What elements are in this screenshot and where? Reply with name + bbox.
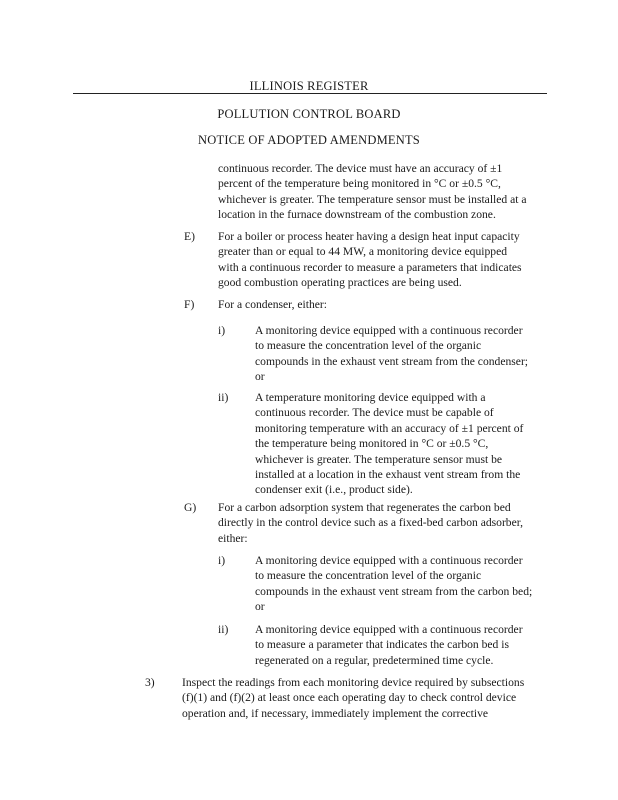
text-line: continuous recorder. The device must have an accuracy of ±1 <box>218 162 503 175</box>
text-line: operation and, if necessary, immediately implement the corrective <box>182 706 489 720</box>
text-line: continuous recorder. The device must be capable of <box>255 406 494 420</box>
item-g-i-text <box>255 553 532 615</box>
item-g-ii-text <box>255 622 523 668</box>
item-g-text <box>218 500 523 546</box>
register-title: ILLINOIS REGISTER <box>249 79 369 93</box>
text-line: to measure a parameter that indicates the carbon bed is <box>255 638 509 652</box>
text-line: or <box>255 600 265 614</box>
text-line: A temperature monitoring device equipped with a <box>255 391 486 404</box>
text-line: regenerated on a regular, predetermined time cycle. <box>255 653 494 667</box>
item-f-text <box>218 297 327 312</box>
text-line: For a condenser, either: <box>218 298 327 311</box>
text-line: compounds in the exhaust vent stream from the carbon bed; <box>255 584 533 598</box>
item-f-i-marker: i) <box>218 324 226 337</box>
text-line: Inspect the readings from each monitoring device required by subsections <box>182 676 525 689</box>
item-f-i-text <box>255 323 528 385</box>
text-line: whichever is greater. The temperature sensor must be installed at a <box>218 192 527 206</box>
continuation-paragraph <box>218 161 527 223</box>
text-line: directly in the control device such as a fixed-bed carbon adsorber, <box>218 516 524 530</box>
text-line: installed at a location in the exhaust vent stream from the <box>255 468 521 482</box>
text-line: For a boiler or process heater having a design heat input capacity <box>218 230 520 243</box>
item-e-text <box>218 229 522 291</box>
item-3-text <box>182 675 524 721</box>
item-3-marker: 3) <box>145 676 155 689</box>
text-line: either: <box>218 531 248 545</box>
item-g-marker: G) <box>184 501 197 514</box>
text-line: whichever is greater. The temperature sensor must be <box>255 452 503 466</box>
item-f-ii-marker: ii) <box>218 391 229 404</box>
text-line: percent of the temperature being monitored in °C or ±0.5 °C, <box>218 177 501 191</box>
text-line: condenser exit (i.e., product side). <box>255 483 413 497</box>
text-line: with a continuous recorder to measure a parameters that indicates <box>218 260 522 274</box>
item-g-ii-marker: ii) <box>218 623 229 636</box>
item-f-marker: F) <box>184 298 195 311</box>
header-rule <box>73 93 547 94</box>
text-line: A monitoring device equipped with a continuous recorder <box>255 554 523 567</box>
text-line: or <box>255 370 265 384</box>
text-line: (f)(1) and (f)(2) at least once each operating day to check control device <box>182 691 517 705</box>
board-title: POLLUTION CONTROL BOARD <box>217 107 401 121</box>
text-line: A monitoring device equipped with a continuous recorder <box>255 324 523 337</box>
notice-title: NOTICE OF ADOPTED AMENDMENTS <box>198 133 420 147</box>
text-line: A monitoring device equipped with a continuous recorder <box>255 623 523 636</box>
item-f-ii-text <box>255 390 523 498</box>
text-line: location in the furnace downstream of the combustion zone. <box>218 208 496 222</box>
item-e-marker: E) <box>184 230 195 243</box>
text-line: greater than or equal to 44 MW, a monitoring device equipped <box>218 245 508 259</box>
text-line: compounds in the exhaust vent stream from the condenser; <box>255 354 529 368</box>
text-line: good combustion operating practices are being used. <box>218 276 462 290</box>
text-line: For a carbon adsorption system that regenerates the carbon bed <box>218 501 511 514</box>
text-line: monitoring temperature with an accuracy of ±1 percent of <box>255 421 524 435</box>
text-line: the temperature being monitored in °C or ±0.5 °C, <box>255 437 489 451</box>
text-line: to measure the concentration level of the organic <box>255 339 482 353</box>
item-g-i-marker: i) <box>218 554 226 567</box>
text-line: to measure the concentration level of the organic <box>255 569 482 583</box>
